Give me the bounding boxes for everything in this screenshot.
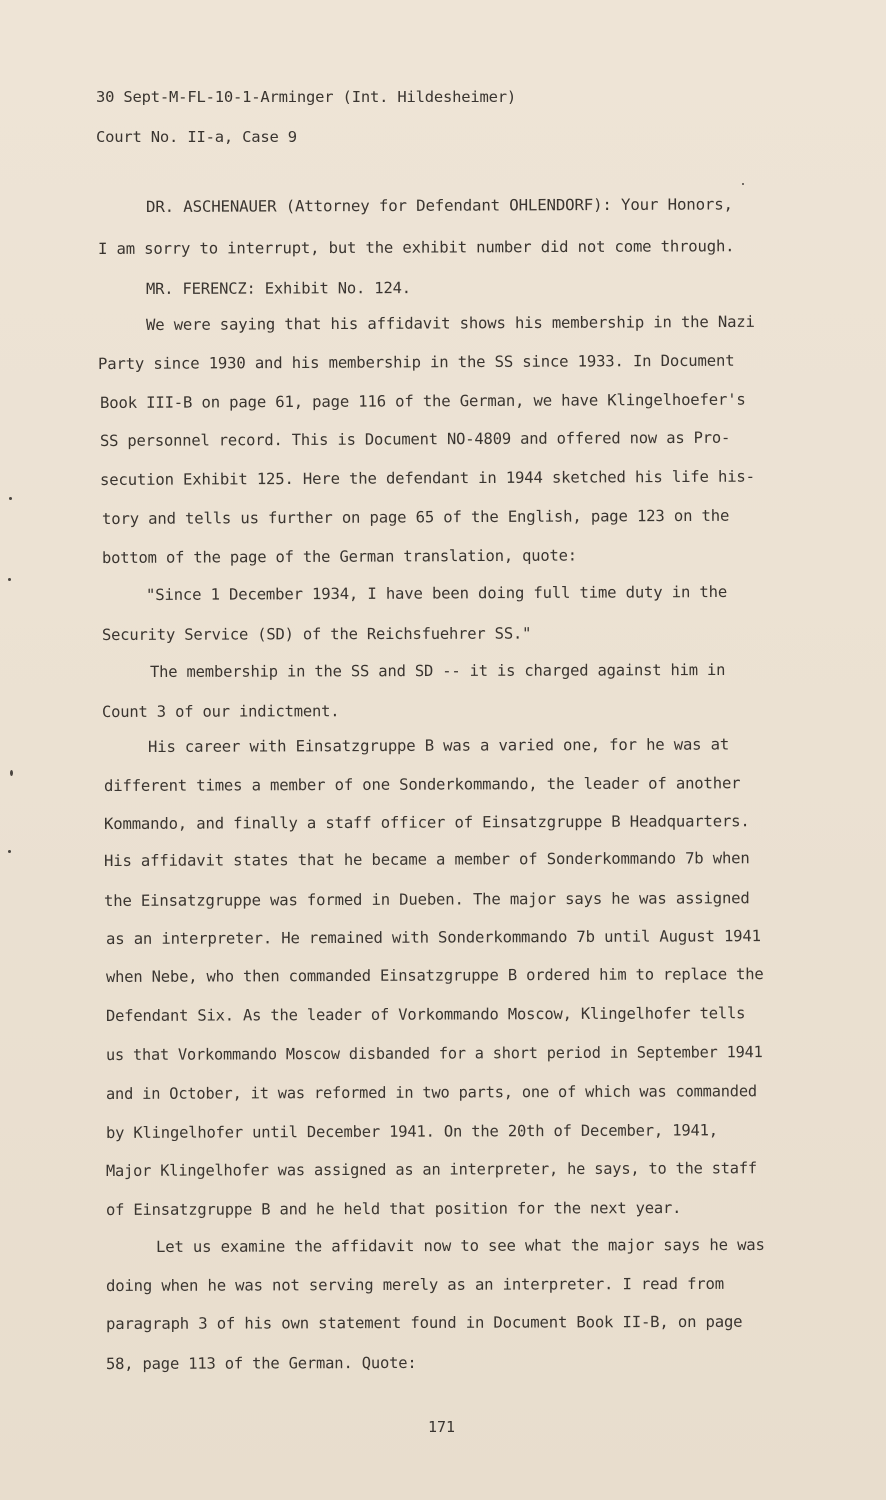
body-line: "Since 1 December 1934, I have been doing full time duty in the — [145, 582, 728, 604]
body-line: secution Exhibit 125. Here the defendant in 1944 sketched his life his- — [99, 467, 755, 489]
margin-mark — [8, 578, 11, 581]
body-line: doing when he was not serving merely as an interpreter. I read from — [105, 1274, 724, 1295]
body-line: Major Klingelhofer was assigned as an interpreter, he says, to the staff — [105, 1159, 757, 1180]
margin-mark — [8, 850, 11, 853]
body-line: His career with Einsatzgruppe B was a varied one, for he was at — [147, 735, 730, 756]
margin-mark — [9, 497, 12, 500]
body-line: tory and tells us further on page 65 of the English, page 123 on the — [101, 506, 730, 528]
header-case-reference: 30 Sept-M-FL-10-1-Arminger (Int. Hildesheimer) — [96, 88, 517, 106]
body-line: Party since 1930 and his membership in the SS since 1933. In Document — [97, 351, 735, 373]
body-line: us that Vorkommando Moscow disbanded for a short period in September 1941 — [105, 1043, 763, 1064]
body-line: Kommando, and finally a staff officer of Einsatzgruppe B Headquarters. — [103, 812, 750, 833]
body-line: of Einsatzgruppe B and he held that position for the next year. — [105, 1198, 682, 1219]
margin-mark — [10, 770, 13, 776]
body-line: Count 3 of our indictment. — [101, 702, 340, 721]
body-line: paragraph 3 of his own statement found in Document Book II-B, on page — [105, 1312, 743, 1333]
body-line: SS personnel record. This is Document NO-4809 and offered now as Pro- — [99, 428, 731, 450]
body-line: The membership in the SS and SD -- it is charged against him in — [149, 660, 726, 681]
header-court-number: Court No. II-a, Case 9 — [96, 128, 297, 146]
body-line: different times a member of one Sonderkommando, the leader of another — [103, 774, 741, 795]
page-number: 171 — [428, 1418, 456, 1436]
body-line: by Klingelhofer until December 1941. On the 20th of December, 1941, — [105, 1121, 718, 1142]
body-line: MR. FERENCZ: Exhibit No. 124. — [145, 279, 411, 298]
body-line: and in October, it was reformed in two parts, one of which was commanded — [105, 1082, 757, 1103]
body-line: We were saying that his affidavit shows his membership in the Nazi — [145, 312, 755, 334]
body-line: 58, page 113 of the German. Quote: — [105, 1353, 417, 1373]
body-line: DR. ASCHENAUER (Attorney for Defendant OHLENDORF): Your Honors, — [145, 195, 733, 216]
body-line: His affidavit states that he became a member of Sonderkommando 7b when — [103, 849, 750, 870]
body-line: Book III-B on page 61, page 116 of the German, we have Klingelhoefer's — [99, 390, 746, 412]
body-line: bottom of the page of the German translation, quote: — [101, 546, 577, 567]
body-line: as an interpreter. He remained with Sonderkommando 7b until August 1941 — [105, 927, 761, 948]
body-line: when Nebe, who then commanded Einsatzgruppe B ordered him to replace the — [105, 965, 764, 986]
body-line: Defendant Six. As the leader of Vorkommando Moscow, Klingelhofer tells — [105, 1004, 746, 1025]
stray-mark — [742, 183, 744, 185]
body-line: the Einsatzgruppe was formed in Dueben. The major says he was assigned — [103, 889, 750, 910]
body-line: Let us examine the affidavit now to see what the major says he was — [155, 1235, 765, 1256]
body-line: Security Service (SD) of the Reichsfuehrer SS." — [101, 624, 532, 644]
body-line: I am sorry to interrupt, but the exhibit number did not come through. — [97, 237, 735, 258]
